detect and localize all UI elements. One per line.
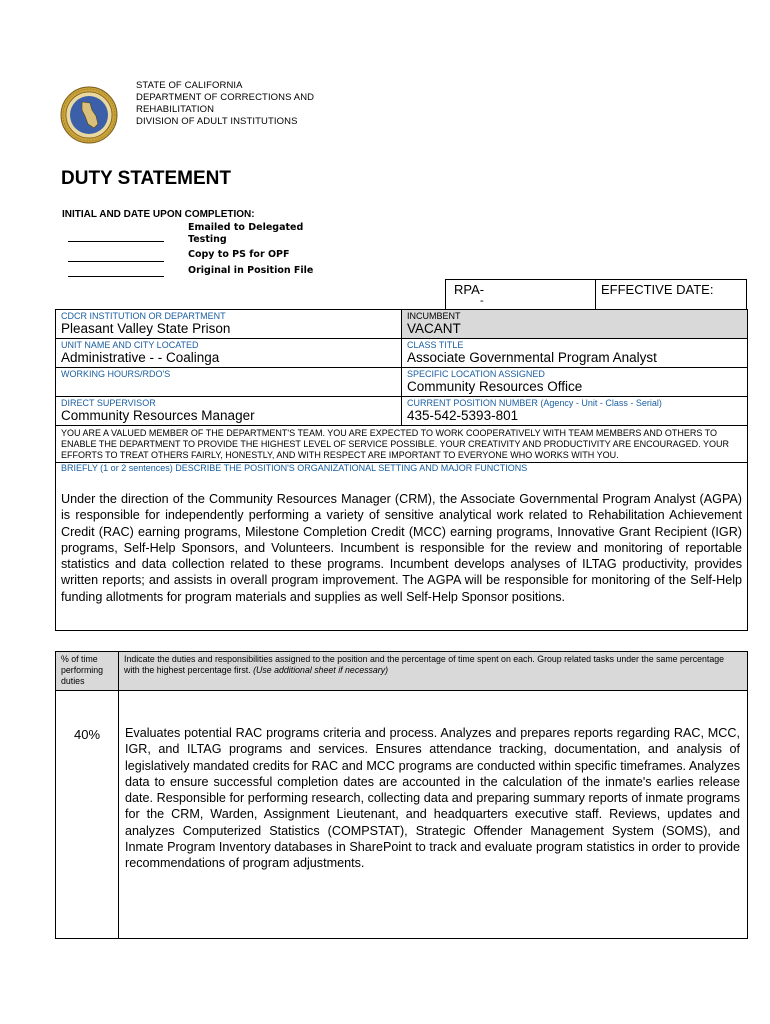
institution-label: CDCR INSTITUTION OR DEPARTMENT — [61, 311, 226, 321]
initial-heading: INITIAL AND DATE UPON COMPLETION: — [62, 209, 255, 220]
position-number-label: CURRENT POSITION NUMBER (Agency - Unit - Class - Serial) — [407, 398, 662, 408]
brief-description-text: Under the direction of the Community Resources Manager (CRM), the Associate Governmental Program Analyst (AGPA) is responsible for independently performing a variety of sensitive analytical work related to Rehabilitation Achievement Credit (RAC) earning programs, Milestone Completion Credit (MCC) earning programs, Innovative Grant Recipient (IGR) programs, Self-Help Sponsors, and Volunteers. Incumbent is responsible for the review and monitoring of reportable statistics and data collection related to these programs. Incumbent develops analyses of ILTAG productivity, provides written reports; and assists in overall program improvement. The AGPA will be responsible for monitoring of the Self-Help funding allotments for program materials and supplies as well Self-Help Sponsor positions. — [61, 492, 742, 604]
initial-blank-2[interactable] — [68, 261, 164, 262]
rpa-dash: - — [480, 295, 484, 307]
brief-description-label: BRIEFLY (1 or 2 sentences) DESCRIBE THE POSITION'S ORGANIZATIONAL SETTING AND MAJOR FUNCTIONS — [61, 463, 528, 473]
unit-cell — [56, 339, 402, 368]
incumbent-cell — [402, 310, 748, 339]
duty-description: Evaluates potential RAC programs criteria and process. Analyzes and prepares reports regarding RAC, MCC, IGR, and ILTAG programs and services. Ensures attendance tracking, documentation, and analysis of legislatively mandated credits for RAC and MCC programs are conducted within specific timeframes. Analyzes data to ensure successful completion dates are accounted in the calculation of the inmate's earlies release date. Responsible for performing research, collecting data and preparing summary reports of inmate programs for the CRM, Warden, Assignment Lieutenant, and headquarters executive staff. Reviews, updates and analyzes Computerized Statistics (COMPSTAT), Strategic Offender Management System (SOMS), and Inmate Program Inventory databases in SharePoint to track and evaluate program statistics in order to provide recommendations of program adjustments. — [119, 691, 748, 939]
hours-cell — [56, 368, 402, 397]
initial-item-opf: Copy to PS for OPF — [188, 249, 290, 260]
unit-label: UNIT NAME AND CITY LOCATED — [61, 340, 199, 350]
class-title-value: Associate Governmental Program Analyst — [407, 350, 657, 365]
location-cell — [402, 368, 748, 397]
agency-line: STATE OF CALIFORNIA — [136, 80, 243, 91]
brief-description-cell — [56, 463, 748, 631]
agency-line: REHABILITATION — [136, 104, 215, 115]
percent-header: % of time performing duties — [56, 652, 119, 691]
agency-line: DIVISION OF ADULT INSTITUTIONS — [136, 116, 298, 127]
initial-blank-1[interactable] — [68, 241, 164, 242]
position-number-cell — [402, 397, 748, 426]
agency-line: DEPARTMENT OF CORRECTIONS AND — [136, 92, 315, 103]
duties-header-text: Indicate the duties and responsibilities assigned to the position and the percentage of time spent on each. Group related tasks under the same percentage with the highest percentage first. — [124, 654, 725, 675]
class-title-label: CLASS TITLE — [407, 340, 464, 350]
duties-header-note: (Use additional sheet if necessary) — [253, 665, 389, 675]
location-value: Community Resources Office — [407, 379, 583, 394]
agency-header — [136, 80, 314, 128]
unit-value: Administrative - - Coalinga — [61, 350, 220, 365]
duties-table — [55, 651, 748, 939]
rpa-box — [445, 279, 747, 309]
duties-header — [119, 652, 748, 691]
location-label: SPECIFIC LOCATION ASSIGNED — [407, 369, 545, 379]
position-info-table — [55, 309, 748, 631]
rpa-label: RPA- — [454, 282, 485, 297]
duty-percent: 40% — [56, 691, 119, 939]
institution-cell — [56, 310, 402, 339]
valued-member-statement: YOU ARE A VALUED MEMBER OF THE DEPARTMENT'S TEAM. YOU ARE EXPECTED TO WORK COOPERATIVELY WITH TEAM MEMBERS AND OTHERS TO ENABLE THE DEPARTMENT TO PROVIDE THE HIGHEST LEVEL OF SERVICE POSSIBLE. YOUR CREATIVITY AND PRODUCTIVITY ARE ENCOURAGED. YOUR EFFORTS TO TREAT OTHERS FAIRLY, HONESTLY, AND WITH RESPECT ARE IMPORTANT TO EVERYONE WHO WORKS WITH YOU. — [56, 426, 748, 463]
supervisor-value: Community Resources Manager — [61, 408, 255, 423]
institution-value: Pleasant Valley State Prison — [61, 321, 231, 336]
incumbent-value: VACANT — [407, 321, 461, 336]
initial-blank-3[interactable] — [68, 276, 164, 277]
supervisor-label: DIRECT SUPERVISOR — [61, 398, 156, 408]
position-number-value: 435-542-5393-801 — [407, 408, 519, 423]
initial-item-position-file: Original in Position File — [188, 265, 314, 276]
initial-item-testing: Emailed to Delegated Testing — [188, 222, 304, 245]
cdcr-seal-icon — [60, 86, 118, 144]
incumbent-label: INCUMBENT — [407, 311, 461, 321]
hours-label: WORKING HOURS/RDO'S — [61, 369, 171, 379]
supervisor-cell — [56, 397, 402, 426]
page-title: DUTY STATEMENT — [61, 168, 231, 189]
class-title-cell — [402, 339, 748, 368]
effective-date-label: EFFECTIVE DATE: — [601, 282, 714, 297]
